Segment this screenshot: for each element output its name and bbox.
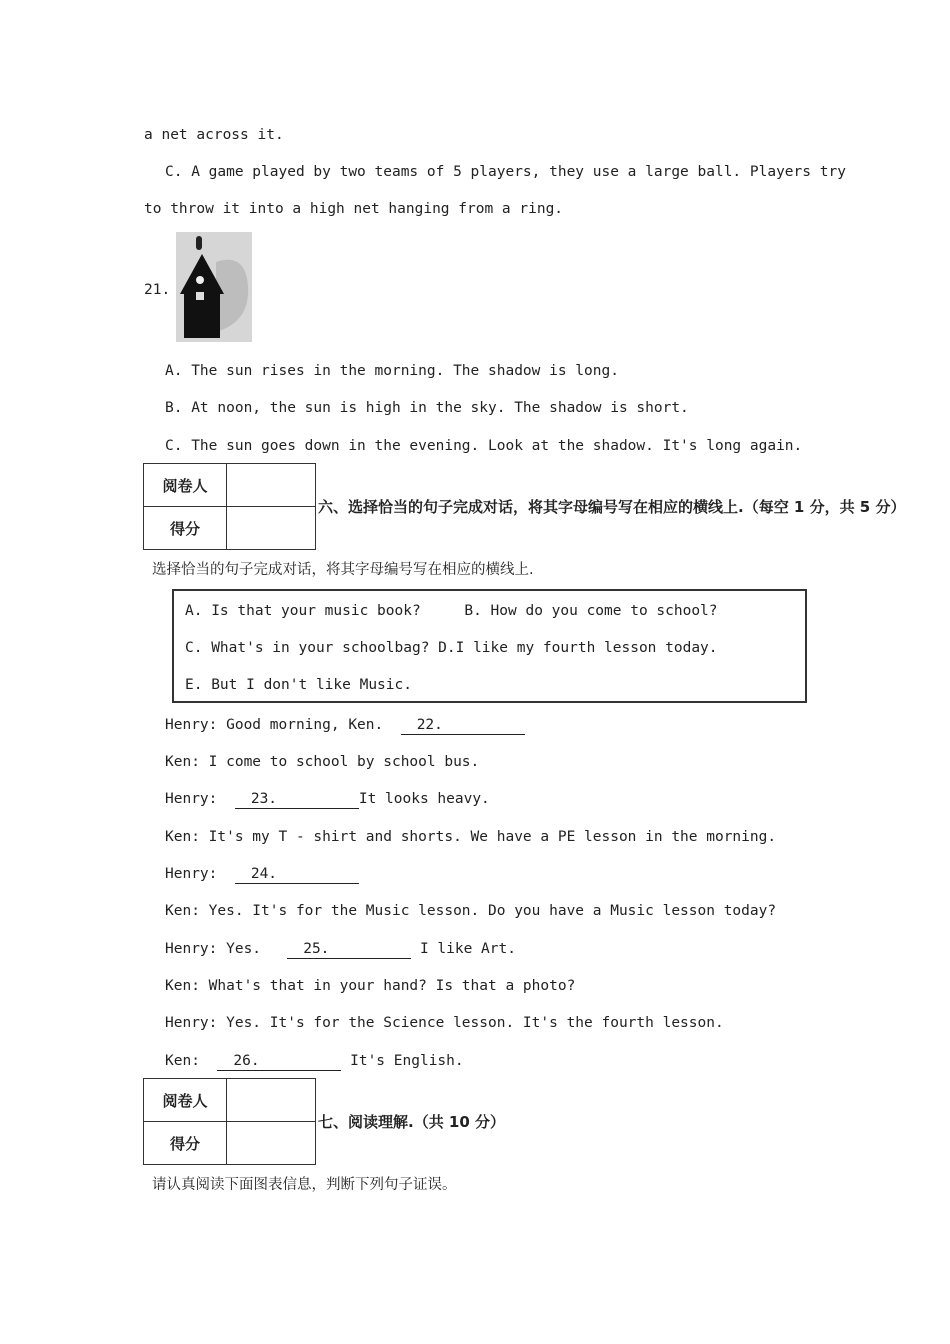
section7-title: 七、阅读理解.（共 10 分） xyxy=(318,1113,506,1131)
section6-title: 六、选择恰当的句子完成对话，将其字母编号写在相应的横线上.（每空 1 分，共 5 分） xyxy=(318,498,906,516)
dialogue-line-6: Ken: Yes. It's for the Music lesson. Do you have a Music lesson today? xyxy=(165,903,777,919)
score-cell xyxy=(227,507,316,550)
answer-blank-25[interactable]: 25. xyxy=(287,940,411,959)
dialogue-line-7: Henry: Yes. 25. I like Art. xyxy=(165,941,516,957)
q21-option-c: C. The sun goes down in the evening. Look at the shadow. It's long again. xyxy=(165,438,803,454)
dialogue-line-10: Ken: 26. It's English. xyxy=(165,1053,464,1069)
dialogue-line-4: Ken: It's my T - shirt and shorts. We have a PE lesson in the morning. xyxy=(165,829,777,845)
answer-blank-23[interactable]: 23. xyxy=(235,790,359,809)
q20-option-c-line1: C. A game played by two teams of 5 players, they use a large ball. Players try xyxy=(165,164,846,180)
dialogue-line-9: Henry: Yes. It's for the Science lesson. It's the fourth lesson. xyxy=(165,1015,724,1031)
dialogue-line-3: Henry: 23. It looks heavy. xyxy=(165,791,490,807)
answer-blank-22[interactable]: 22. xyxy=(401,716,525,735)
reviewer-cell xyxy=(227,464,316,507)
q21-option-b: B. At noon, the sun is high in the sky. The shadow is short. xyxy=(165,400,689,416)
dialogue-line-8: Ken: What's that in your hand? Is that a photo? xyxy=(165,978,576,994)
q21-number: 21. xyxy=(144,282,171,298)
section7-instruction: 请认真阅读下面图表信息，判断下列句子证误。 xyxy=(152,1177,457,1193)
section6-instruction: 选择恰当的句子完成对话，将其字母编号写在相应的横线上. xyxy=(152,562,534,578)
dialogue-line-2: Ken: I come to school by school bus. xyxy=(165,754,480,770)
dialogue-line-5: Henry: 24. xyxy=(165,865,359,884)
reviewer-cell xyxy=(227,1079,316,1122)
q21-option-a: A. The sun rises in the morning. The shadow is long. xyxy=(165,363,619,379)
options-line-3: E. But I don't like Music. xyxy=(185,677,412,693)
answer-blank-24[interactable]: 24. xyxy=(235,865,359,884)
score-table-section7 xyxy=(143,1078,316,1165)
house-shadow-image xyxy=(176,232,252,342)
options-box xyxy=(172,589,807,703)
options-line-1: A. Is that your music book? B. How do you come to school? xyxy=(185,603,718,619)
dialogue-line-1: Henry: Good morning, Ken. 22. xyxy=(165,716,525,735)
score-cell xyxy=(227,1122,316,1165)
options-line-2: C. What's in your schoolbag? D.I like my fourth lesson today. xyxy=(185,640,718,656)
answer-blank-26[interactable]: 26. xyxy=(217,1052,341,1071)
q20-tail: a net across it. xyxy=(144,127,284,143)
reviewer-label: 阅卷人 xyxy=(144,464,227,507)
score-label: 得分 xyxy=(144,1122,227,1165)
score-table-section6 xyxy=(143,463,316,550)
reviewer-label: 阅卷人 xyxy=(144,1079,227,1122)
q20-option-c-line2: to throw it into a high net hanging from a ring. xyxy=(144,201,564,217)
score-label: 得分 xyxy=(144,507,227,550)
